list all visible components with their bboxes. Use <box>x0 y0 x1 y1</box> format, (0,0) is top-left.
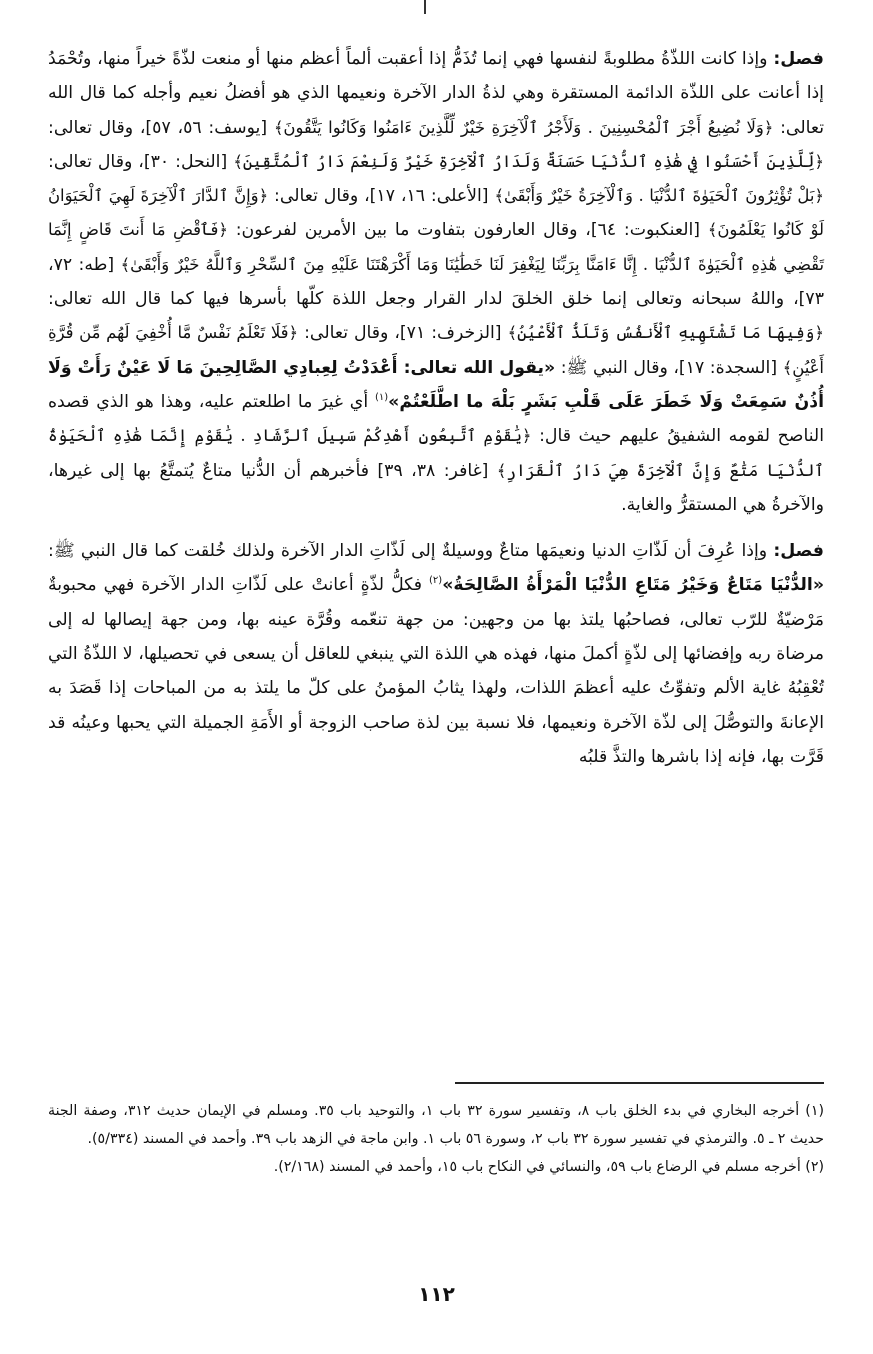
verse-reference: [يوسف: ٥٦، ٥٧]، وقال تعالى: <box>48 117 268 138</box>
footnote-1: (١) أخرجه البخاري في بدء الخلق باب ٨، وتفسير سورة ٣٢ باب ١، والتوحيد باب ٣٥. ومسلم في الإيمان حديث ٣١٢، وصفة الجنة حديث ٢ ـ ٥. والترمذي في تفسير سورة ٣٢ باب ٢، وسورة ٥٦ باب ١. وابن ماجة في الزهد باب ٣٩. وأحمد في المسند (٥/٣٣٤). <box>48 1103 824 1147</box>
quran-verse: ﴿وَإِنَّ ٱلدَّارَ ٱلْآخِرَةَ لَهِيَ ٱلْحَيَوَانُ لَوْ كَانُوا يَعْلَمُونَ﴾ <box>48 186 825 240</box>
hadith-quote: «يقول الله تعالى: أَعْدَدْتُ لِعِبادِي الصَّالِحِينَ مَا لَا عَيْنٌ رَأَتْ وَلَا أُذُنٌ سَمِعَتْ وَلَا خَطَرَ عَلَى قَلْبِ بَشَرٍ بَلْهَ ما اطَّلَعْتُمْ» <box>48 357 824 412</box>
section-2-paragraph <box>48 534 824 774</box>
footnote-2: (٢) أخرجه مسلم في الرضاع باب ٥٩، والنسائي في النكاح باب ١٥، وأحمد في المسند (٢/١٦٨). <box>273 1158 824 1175</box>
footnote-separator <box>455 1082 824 1084</box>
verse-reference: [العنكبوت: ٦٤]، وقال العارفون بتفاوت ما بين الأمرين لفرعون: <box>235 220 701 241</box>
quran-verse: ﴿وَفِيهَا مَا تَشْتَهِيهِ ٱلْأَنفُسُ وَتَلَذُّ ٱلْأَعْيُنُ﴾ <box>507 323 824 343</box>
top-crop-mark <box>424 0 426 14</box>
quran-verse: ﴿فَٱقْضِ مَا أَنتَ قَاضٍ إِنَّمَا تَقْضِي هَٰذِهِ ٱلْحَيَوٰةَ ٱلدُّنْيَا . إِنَّا ءَامَنَّا بِرَبِّنَا لِيَغْفِرَ لَنَا خَطَٰيَٰنَا وَمَا أَكْرَهْتَنَا عَلَيْهِ مِنَ ٱلسِّحْرِ وَٱللَّهُ خَيْرٌ وَأَبْقَىٰ﴾ <box>48 220 825 274</box>
section-2-label: فصل: <box>773 541 824 562</box>
footnote-marker-2[interactable]: (٢) <box>429 575 443 587</box>
main-text <box>48 42 824 774</box>
text-segment: وإذا كانت اللذّةُ مطلوبةً لنفسها فهي إنما تُذَمُّ إذا أعقبت ألماً أعظم منها أو منعت لذّةً خيراً منها، وتُحْمَدُ إذا أعانت على اللذّة الدائمة المستقرة وهي لذةُ الدار الآخرة ونعيمها الذي هو أفضلُ نعيم وأجله كما قال الله تعالى: <box>48 49 824 138</box>
quran-verse: ﴿بَلْ تُؤْثِرُونَ ٱلْحَيَوٰةَ ٱلدُّنْيَا . وَٱلْآخِرَةُ خَيْرٌ وَأَبْقَىٰ﴾ <box>494 186 824 206</box>
hadith-quote: «الدُّنْيَا مَتَاعٌ وَخَيْرُ مَتَاعِ الدُّنْيَا الْمَرْأَةُ الصَّالِحَةُ» <box>442 575 824 596</box>
quran-verse: ﴿لِّلَّذِينَ أَحْسَنُوا فِي هَٰذِهِ ٱلدُّنْيَا حَسَنَةٌ وَلَدَارُ ٱلْآخِرَةِ خَيْرٌ وَلَنِعْمَ دَارُ ٱلْمُتَّقِينَ﴾ <box>233 151 824 171</box>
quran-verse: ﴿يَٰقَوْمِ ٱتَّبِعُونِ أَهْدِكُمْ سَبِيلَ ٱلرَّشَادِ . يَٰقَوْمِ إِنَّمَا هَٰذِهِ ٱلْحَيَوٰةُ ٱلدُّنْيَا مَتَٰعٌ وَإِنَّ ٱلْآخِرَةَ هِيَ دَارُ ٱلْقَرَارِ﴾ <box>48 426 824 480</box>
verse-reference: [النحل: ٣٠]، وقال تعالى: <box>48 151 228 172</box>
footnotes <box>48 1098 824 1181</box>
section-1-paragraph <box>48 42 824 522</box>
text-segment: وإذا عُرِفَ أن لَذّاتِ الدنيا ونعيمَها متاعٌ ووسيلةٌ إلى لَذّاتِ الدار الآخرة ولذلك خُلقت كما قال النبي ﷺ: <box>48 541 768 562</box>
verse-reference: [طه: ٧٢، ٧٣]، واللهُ سبحانه وتعالى إنما خلق الخلقَ لدار القرار وجعل اللذة كلّها بأسرها فيها كما قال الله تعالى: <box>48 254 824 310</box>
quran-verse: ﴿وَلَا نُضِيعُ أَجْرَ ٱلْمُحْسِنِينَ . وَلَأَجْرُ ٱلْآخِرَةِ خَيْرٌ لِّلَّذِينَ ءَامَنُوا وَكَانُوا يَتَّقُونَ﴾ <box>273 117 774 137</box>
quran-verse: ﴿فَلَا تَعْلَمُ نَفْسٌ مَّا أُخْفِيَ لَهُم مِّن قُرَّةِ أَعْيُنٍ﴾ <box>48 323 824 377</box>
verse-reference: [السجدة: ١٧]، وقال النبي ﷺ: <box>560 357 778 378</box>
section-1-label: فصل: <box>773 49 824 69</box>
verse-reference: [الأعلى: ١٦، ١٧]، وقال تعالى: <box>274 186 489 207</box>
verse-reference: [الزخرف: ٧١]، وقال تعالى: <box>304 323 502 344</box>
footnote-marker-1[interactable]: (١) <box>374 392 389 404</box>
text-segment: فكلُّ لذّةٍ أعانتْ على لَذّاتِ الدار الآخرة فهي محبوبةٌ مَرْضيّةٌ للرّب تعالى، فصاحبُها يلتذ بها من وجهين: من جهة تنعّمه وقُرَّة عينه بها، ومن جهة إيصالها له إلى مرضاة ربه وإفضائها إلى لذّةٍ أكملَ منها، فهذه هي اللذة التي ينبغي للعاقل أن يسعى في تحصيلها، لا اللذّةُ التي تُعْقِبُهُ غاية الألم وتفوِّتُ عليه أعظمَ اللذات، ولهذا يثابُ المؤمنُ على كلّ ما يلتذ به من المباحات إذا قَصَدَ به الإعانةَ والتوصُّلَ إلى لذّة الآخرة ونعيمها، فلا نسبة بين لذة صاحب الزوجة أو الأَمَةِ الجميلة التي يحبها وعينُه قد قَرَّت بها، فإنه إذا باشرها والتذَّ قلبُه <box>48 575 824 767</box>
verse-reference: [غافر: ٣٨، ٣٩] فأخبرهم أن الدُّنيا متاعٌ يُتمتَّعُ بها إلى غيرها، والآخرةُ هي المستقرُّ والغاية. <box>48 460 824 515</box>
page-number: ١١٢ <box>418 1282 455 1306</box>
text-segment: أي غيرَ ما اطلعتم عليه، وهذا هو الذي قصده الناصح لقومه الشفيقُ عليهم حيث قال: <box>48 391 824 447</box>
